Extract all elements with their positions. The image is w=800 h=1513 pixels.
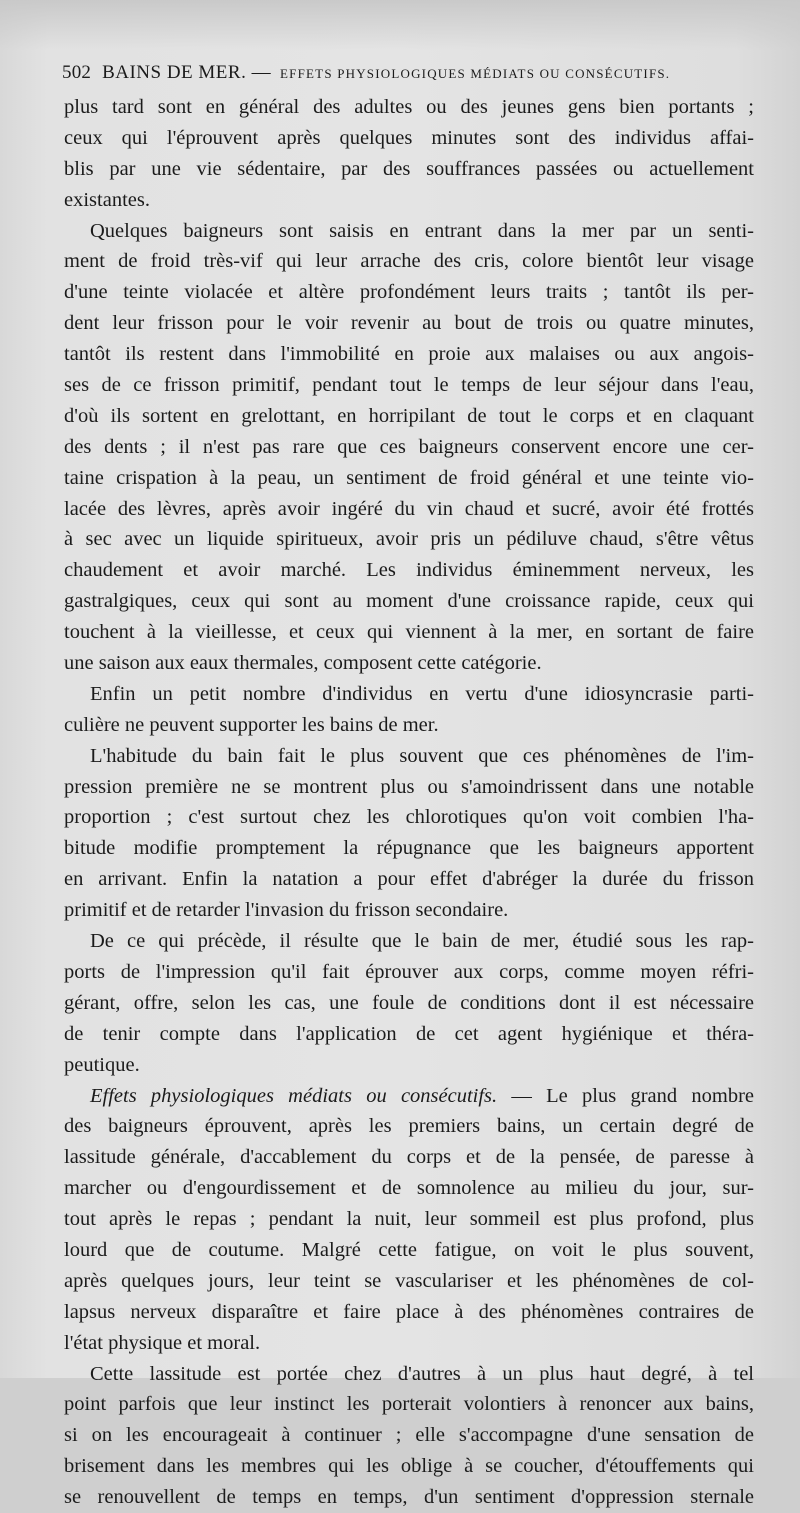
text-line: ceux qui l'éprouvent après quelques minutes sont des individus affai-: [64, 126, 754, 149]
body-text: [64, 92, 754, 1513]
running-title: BAINS DE MER. —: [102, 62, 272, 83]
text-line: primitif et de retarder l'invasion du frisson secondaire.: [64, 899, 509, 922]
text-line: des baigneurs éprouvent, après les premiers bains, un certain degré de: [64, 1115, 754, 1138]
section-heading-italic: Effets physiologiques médiats ou consécutifs.: [90, 1084, 498, 1107]
text-line: une saison aux eaux thermales, composent cette catégorie.: [64, 652, 542, 675]
text-line: lassitude générale, d'accablement du corps et de la pensée, de paresse à: [64, 1146, 754, 1169]
section-lead-text: — Le plus grand nombre: [497, 1084, 754, 1107]
text-line: dent leur frisson pour le voir revenir au bout de trois ou quatre minutes,: [64, 312, 754, 335]
text-line: existantes.: [64, 188, 150, 211]
text-line: si on les encourageait à continuer ; elle s'accompagne d'une sensation de: [64, 1424, 754, 1447]
text-line: lourd que de coutume. Malgré cette fatigue, on voit le plus souvent,: [64, 1238, 754, 1261]
text-line: point parfois que leur instinct les porterait volontiers à renoncer aux bains,: [64, 1393, 754, 1416]
text-line: Enfin un petit nombre d'individus en vertu d'une idiosyncrasie parti-: [90, 682, 754, 705]
text-line: Quelques baigneurs sont saisis en entrant dans la mer par un senti-: [90, 219, 754, 242]
text-line: après quelques jours, leur teint se vasculariser et les phénomènes de col-: [64, 1269, 754, 1292]
text-line: ports de l'impression qu'il fait éprouver aux corps, comme moyen réfri-: [64, 960, 754, 983]
text-line: blis par une vie sédentaire, par des souffrances passées ou actuellement: [64, 157, 754, 180]
text-line: chaudement et avoir marché. Les individus éminemment nerveux, les: [64, 559, 754, 582]
text-line: ment de froid très-vif qui leur arrache des cris, colore bientôt leur visage: [64, 250, 754, 273]
text-line: marcher ou d'engourdissement et de somnolence au milieu du jour, sur-: [64, 1177, 754, 1200]
text-line: en arrivant. Enfin la natation a pour effet d'abréger la durée du frisson: [64, 868, 754, 891]
text-line: pression première ne se montrent plus ou s'amoindrissent dans une notable: [64, 775, 754, 798]
text-line: lapsus nerveux disparaître et faire place à des phénomènes contraires de: [64, 1300, 754, 1323]
text-line: de tenir compte dans l'application de cet agent hygiénique et théra-: [64, 1022, 754, 1045]
text-line: De ce qui précède, il résulte que le bain de mer, étudié sous les rap-: [90, 930, 754, 953]
running-header: [62, 62, 752, 84]
text-line: bitude modifie promptement la répugnance que les baigneurs apportent: [64, 837, 754, 860]
text-line: culière ne peuvent supporter les bains de mer.: [64, 713, 439, 736]
text-line: tout après le repas ; pendant la nuit, leur sommeil est plus profond, plus: [64, 1208, 754, 1231]
text-line: lacée des lèvres, après avoir ingéré du vin chaud et sucré, avoir été frottés: [64, 497, 754, 520]
text-line: Cette lassitude est portée chez d'autres à un plus haut degré, à tel: [90, 1362, 754, 1385]
text-line: plus tard sont en général des adultes ou des jeunes gens bien portants ;: [64, 96, 754, 118]
text-line: L'habitude du bain fait le plus souvent que ces phénomènes de l'im-: [90, 744, 754, 767]
text-line: proportion ; c'est surtout chez les chlorotiques qu'on voit combien l'ha-: [64, 806, 754, 829]
text-line: taine crispation à la peau, un sentiment de froid général et une teinte vio-: [64, 466, 754, 489]
text-line: brisement dans les membres qui les oblige à se coucher, d'étouffements qui: [64, 1455, 754, 1478]
text-line: gastralgiques, ceux qui sont au moment d'une croissance rapide, ceux qui: [64, 590, 754, 613]
text-line: d'où ils sortent en grelottant, en horripilant de tout le corps et en claquant: [64, 404, 754, 427]
running-subtitle: EFFETS PHYSIOLOGIQUES MÉDIATS OU CONSÉCUTIFS.: [280, 66, 671, 81]
text-line: se renouvellent de temps en temps, d'un sentiment d'oppression sternale: [64, 1486, 754, 1509]
text-line: des dents ; il n'est pas rare que ces baigneurs conservent encore une cer-: [64, 435, 754, 458]
text-line: à sec avec un liquide spiritueux, avoir pris un pédiluve chaud, s'être vêtus: [64, 528, 754, 551]
text-line: ses de ce frisson primitif, pendant tout le temps de leur séjour dans l'eau,: [64, 374, 754, 397]
text-line: gérant, offre, selon les cas, une foule de conditions dont il est nécessaire: [64, 991, 754, 1014]
text-line: l'état physique et moral.: [64, 1331, 261, 1354]
text-line: tantôt ils restent dans l'immobilité en proie aux malaises ou aux angois-: [64, 343, 754, 366]
text-line: peutique.: [64, 1053, 140, 1076]
page-number: 502: [62, 62, 92, 83]
text-line: touchent à la vieillesse, et ceux qui viennent à la mer, en sortant de faire: [64, 621, 754, 644]
text-line: d'une teinte violacée et altère profondément leurs traits ; tantôt ils per-: [64, 281, 754, 304]
section-lead-line: [64, 1081, 754, 1112]
